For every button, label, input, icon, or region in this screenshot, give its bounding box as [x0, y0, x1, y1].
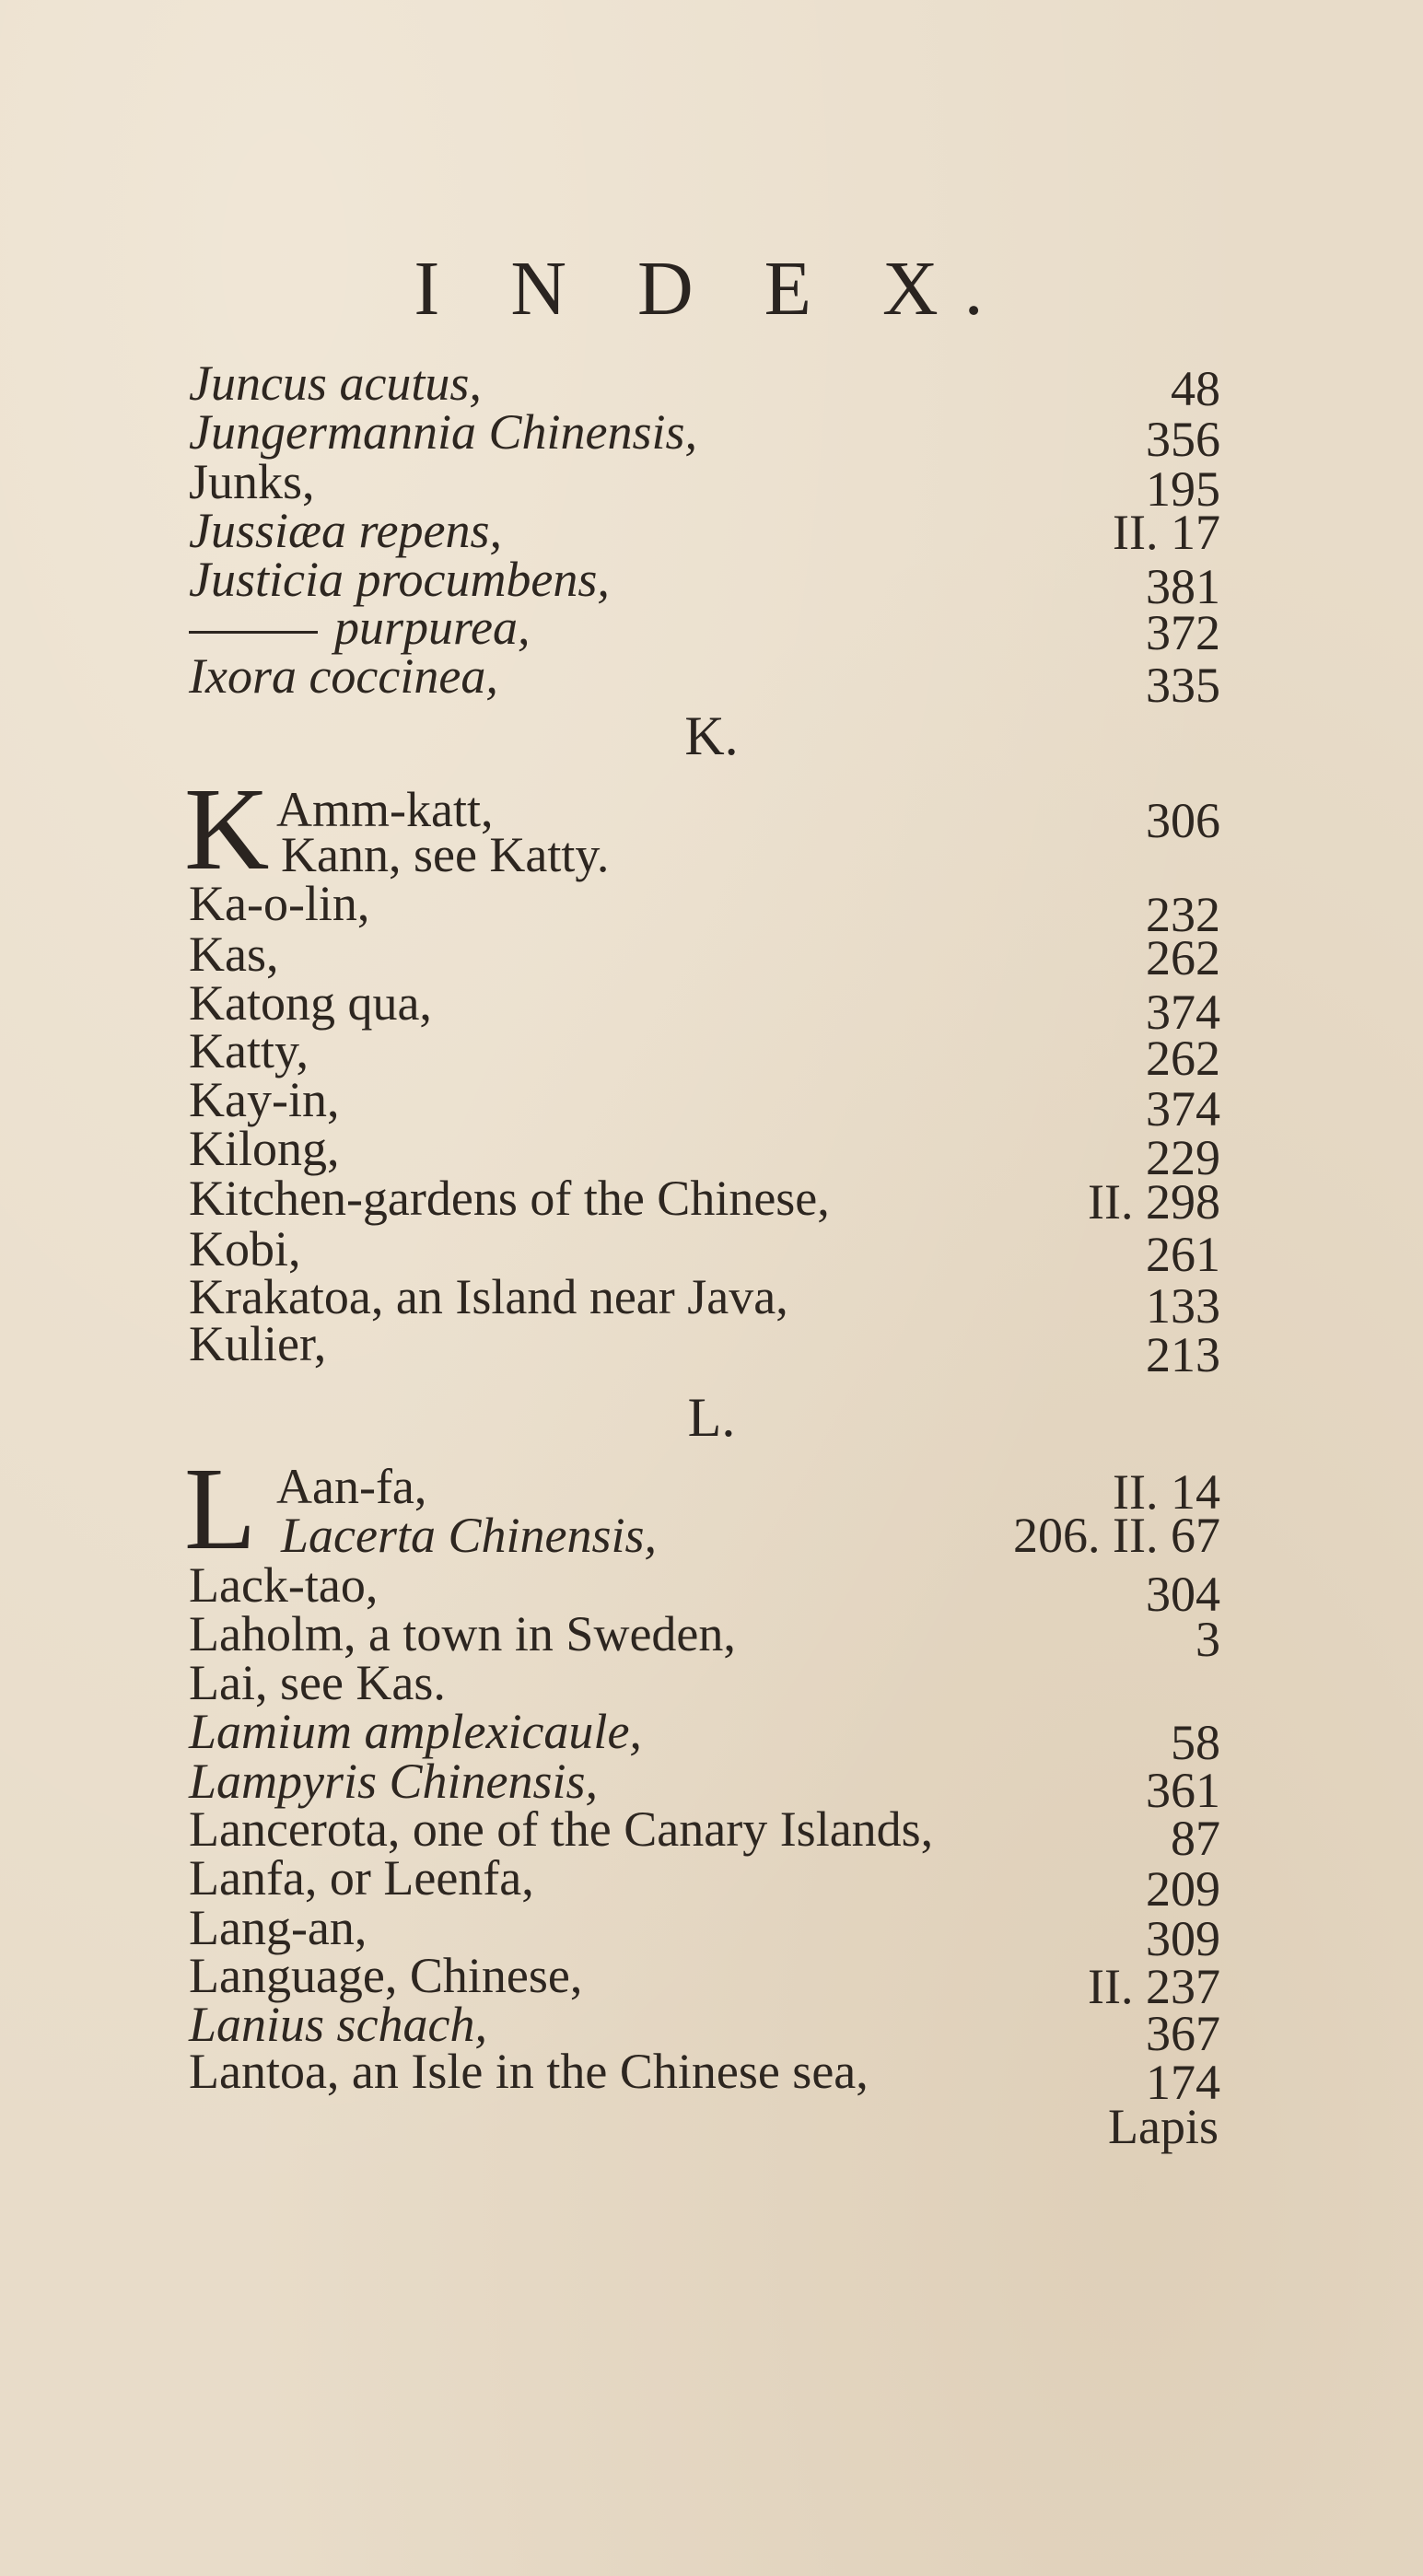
entry-page: II. 14 [1113, 1464, 1220, 1520]
entry-page: 133 [1146, 1278, 1220, 1334]
section-heading: K. [684, 705, 739, 766]
entry-term: Lampyris Chinensis, [189, 1754, 599, 1809]
entry-page: 58 [1171, 1715, 1220, 1770]
catchword: Lapis [1108, 2099, 1219, 2154]
entry-page: 335 [1146, 658, 1220, 713]
entry-page: 206. II. 67 [1013, 1508, 1220, 1563]
entry-page: 381 [1146, 559, 1220, 614]
entry-term: Katty, [189, 1023, 309, 1078]
index-entry [189, 1315, 1220, 1382]
page-title: I N D E X. [414, 246, 1009, 332]
entry-page: 48 [1171, 361, 1220, 416]
entry-term: Katong qua, [189, 975, 432, 1031]
entry-page: 374 [1146, 1081, 1220, 1136]
entry-page: II. 17 [1113, 505, 1220, 560]
entry-term: Lanfa, or Leenfa, [189, 1850, 534, 1906]
ditto-dash [189, 631, 318, 634]
entry-term: Amm-katt, [276, 782, 494, 837]
entry-term: Lanius schach, [189, 1997, 487, 2052]
entry-page: II. 298 [1088, 1174, 1220, 1230]
entry-page: 229 [1146, 1130, 1220, 1185]
entry-page: 367 [1146, 2006, 1220, 2061]
entry-term: Lang-an, [189, 1900, 367, 1955]
entry-term: Language, Chinese, [189, 1948, 583, 2003]
entry-term: Ka-o-lin, [189, 876, 370, 931]
entry-term: Lantoa, an Isle in the Chinese sea, [189, 2044, 869, 2099]
entry-page: 174 [1146, 2055, 1220, 2110]
entry-page: 306 [1146, 793, 1220, 848]
entry-term: Laholm, a town in Sweden, [189, 1606, 736, 1661]
entry-page: 372 [1146, 605, 1220, 660]
entry-term: Juncus acutus, [189, 356, 482, 411]
entry-page: 213 [1146, 1327, 1220, 1382]
entry-term: Lai, see Kas. [189, 1655, 446, 1710]
entry-page: 3 [1196, 1612, 1220, 1667]
entry-page: 356 [1146, 412, 1220, 467]
entry-term: Jungermannia Chinensis, [189, 404, 697, 460]
entry-page: 361 [1146, 1763, 1220, 1818]
entry-term: Kann, see Katty. [281, 827, 610, 882]
entry-page: 87 [1171, 1811, 1220, 1866]
entry-term: Kulier, [189, 1316, 327, 1371]
entry-page: 232 [1146, 887, 1220, 942]
entry-term: Aan-fa, [276, 1459, 427, 1514]
entry-term: Ixora coccinea, [189, 648, 498, 704]
entry-page: 304 [1146, 1567, 1220, 1622]
entry-term: Kas, [189, 927, 279, 982]
entry-term: Lack-tao, [189, 1557, 379, 1613]
entry-term: Kitchen-gardens of the Chinese, [189, 1171, 830, 1226]
entry-page: 309 [1146, 1911, 1220, 1966]
entry-term: Junks, [189, 454, 315, 509]
entry-page: 262 [1146, 1031, 1220, 1086]
section-heading: L. [687, 1387, 736, 1448]
drop-cap: L [184, 1443, 257, 1574]
entry-page: 262 [1146, 930, 1220, 985]
entry-page: 261 [1146, 1227, 1220, 1282]
entry-term: Justicia procumbens, [189, 552, 610, 607]
entry-term: Kay-in, [189, 1072, 340, 1127]
index-entry [189, 2043, 1220, 2110]
entry-term: Kilong, [189, 1121, 340, 1176]
entry-term: Lamium amplexicaule, [189, 1704, 642, 1759]
entry-term: Lancerota, one of the Canary Islands, [189, 1801, 934, 1857]
entry-term: Krakatoa, an Island near Java, [189, 1269, 788, 1324]
entry-term: Jussiæa repens, [189, 503, 502, 558]
entry-page: 374 [1146, 985, 1220, 1040]
entry-page: 209 [1146, 1861, 1220, 1917]
entry-term-text: purpurea, [334, 600, 531, 655]
entry-page: 195 [1146, 461, 1220, 517]
index-entry [189, 647, 1220, 713]
entry-term: Kobi, [189, 1221, 301, 1276]
drop-cap: K [184, 763, 270, 894]
entry-page: II. 237 [1088, 1959, 1220, 2014]
entry-term: Lacerta Chinensis, [281, 1508, 658, 1563]
